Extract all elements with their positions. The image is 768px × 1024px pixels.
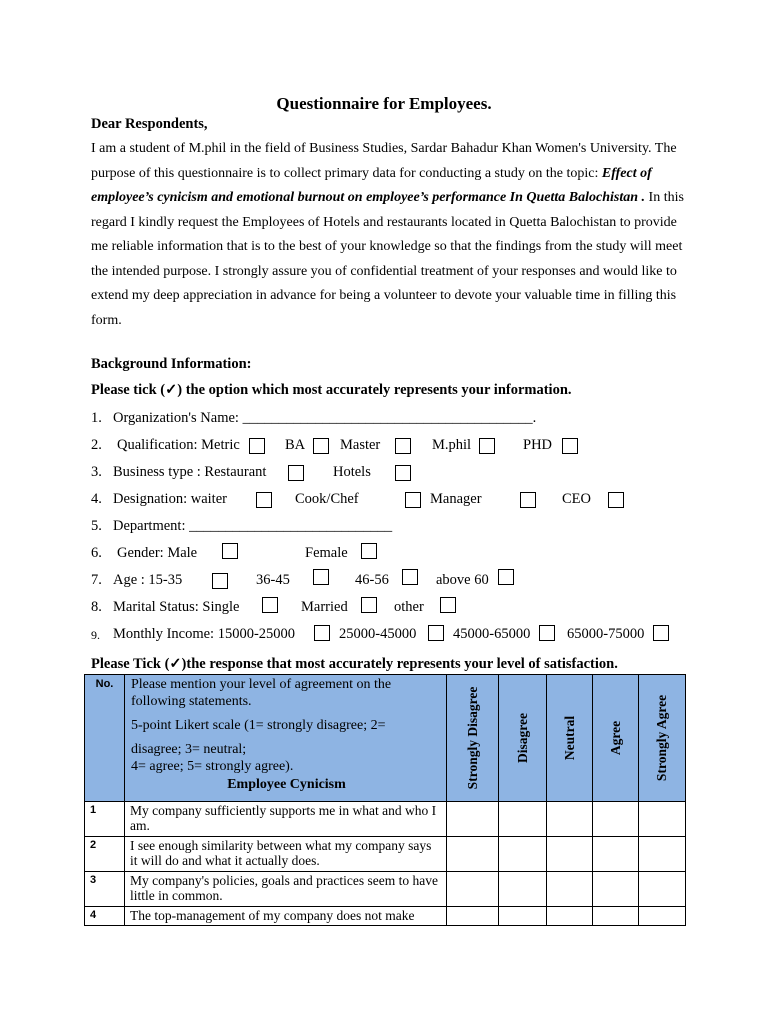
option-master: Master: [340, 437, 381, 453]
response-cell[interactable]: [547, 802, 593, 837]
option-income-25000-45000: 25000-45000: [339, 626, 417, 642]
checkbox-phd[interactable]: [562, 438, 578, 454]
section-employee-cynicism: Employee Cynicism: [227, 777, 346, 792]
response-cell[interactable]: [639, 907, 686, 926]
intro-part1: I am a student of M.phil in the field of Business Studies, Sardar Bahadur Khan Women's University. The purpose of this questionnaire is to collect primary data for conducting a study on the topic:: [91, 141, 677, 181]
checkbox-ceo[interactable]: [608, 492, 624, 508]
checkbox-income-15000-25000[interactable]: [314, 625, 330, 641]
checkbox-male[interactable]: [222, 543, 238, 559]
checkbox-master[interactable]: [395, 438, 411, 454]
intro-paragraph: [91, 137, 689, 333]
response-cell[interactable]: [499, 802, 547, 837]
checkbox-income-25000-45000[interactable]: [428, 625, 444, 641]
column-header-statement: [125, 675, 447, 802]
intro-part2: In this regard I kindly request the Employees of Hotels and restaurants located in Quetta Balochistan to provide me reliable information that is to the best of your knowledge so that the findings from the study will meet the intended purpose. I strongly assure you of confidential treatment of your responses and would like to extend my deep appreciation in advance for being a volunteer to devote your valuable time in filling this form.: [91, 190, 684, 328]
table-row: [85, 907, 686, 926]
column-header-agree: [593, 675, 639, 802]
q7-number: 7.: [91, 572, 102, 588]
option-hotels: Hotels: [333, 464, 371, 480]
gender-label: Gender: Male: [117, 545, 198, 561]
table-row: [85, 872, 686, 907]
q1-number: 1.: [91, 410, 102, 426]
scale-label: Strongly Agree: [654, 694, 669, 782]
response-cell[interactable]: [447, 837, 499, 872]
checkbox-female[interactable]: [361, 543, 377, 559]
checkbox-other[interactable]: [440, 597, 456, 613]
scale-label: Neutral: [561, 715, 577, 761]
response-cell[interactable]: [547, 872, 593, 907]
checkbox-waiter[interactable]: [256, 492, 272, 508]
monthly-income-label: Monthly Income: 15000-25000: [113, 626, 296, 642]
checkbox-hotels[interactable]: [395, 465, 411, 481]
column-header-no: No.: [85, 675, 125, 802]
response-cell[interactable]: [639, 837, 686, 872]
option-phd: PHD: [523, 437, 553, 453]
header-scale-cont: disagree; 3= neutral;: [131, 742, 247, 757]
response-cell[interactable]: [593, 802, 639, 837]
checkbox-mphil[interactable]: [479, 438, 495, 454]
checkbox-ba[interactable]: [313, 438, 329, 454]
response-cell[interactable]: [499, 907, 547, 926]
checkbox-age-46-56[interactable]: [402, 569, 418, 585]
q2-number: 2.: [91, 437, 102, 453]
checkbox-manager[interactable]: [520, 492, 536, 508]
scale-label: Agree: [607, 720, 623, 756]
business-type-label: Business type : Restaurant: [113, 464, 267, 480]
greeting: Dear Respondents,: [91, 116, 208, 132]
option-cook-chef: Cook/Chef: [295, 491, 359, 507]
checkbox-restaurant[interactable]: [288, 465, 304, 481]
header-scale: 5-point Likert scale (1= strongly disagree; 2=: [131, 718, 386, 733]
department-field[interactable]: Department: ____________________________: [113, 518, 393, 534]
response-cell[interactable]: [447, 872, 499, 907]
response-cell[interactable]: [593, 837, 639, 872]
checkbox-age-15-35[interactable]: [212, 573, 228, 589]
checkbox-married[interactable]: [361, 597, 377, 613]
header-instruction: Please mention your level of agreement on the following statements.: [131, 677, 392, 709]
column-header-neutral: [547, 675, 593, 802]
row-statement: The top-management of my company does not make: [125, 907, 447, 926]
response-cell[interactable]: [639, 872, 686, 907]
column-header-strongly-disagree: [447, 675, 499, 802]
q5-number: 5.: [91, 518, 102, 534]
checkbox-single[interactable]: [262, 597, 278, 613]
q9-number: 9.: [91, 628, 100, 642]
header-scale-end: 4= agree; 5= strongly agree).: [131, 759, 294, 774]
option-ba: BA: [285, 437, 306, 453]
satisfaction-instruction: Please Tick (✓)the response that most accurately represents your level of satisfaction.: [91, 656, 618, 672]
response-cell[interactable]: [547, 907, 593, 926]
background-heading: Background Information:: [91, 356, 252, 372]
designation-label: Designation: waiter: [113, 491, 227, 507]
option-age-36-45: 36-45: [256, 572, 290, 588]
scale-label: Strongly Disagree: [464, 686, 480, 790]
q3-number: 3.: [91, 464, 102, 480]
organization-name-field[interactable]: Organization's Name: ________________________________________.: [113, 410, 537, 426]
qualification-label: Qualification: Metric: [117, 437, 240, 453]
response-cell[interactable]: [639, 802, 686, 837]
checkbox-income-65000-75000[interactable]: [653, 625, 669, 641]
row-number: 4: [85, 907, 125, 926]
checkbox-age-above-60[interactable]: [498, 569, 514, 585]
column-header-strongly-agree: [639, 675, 686, 802]
option-age-46-56: 46-56: [355, 572, 389, 588]
row-statement: My company's policies, goals and practices seem to have little in common.: [125, 872, 447, 907]
checkbox-metric[interactable]: [249, 438, 265, 454]
response-cell[interactable]: [499, 872, 547, 907]
option-married: Married: [301, 599, 348, 615]
study-topic: Effect of employee’s cynicism and emotional burnout on employee’s performance In Quetta Balochistan .: [91, 165, 652, 205]
likert-table: [84, 674, 686, 926]
checkbox-age-36-45[interactable]: [313, 569, 329, 585]
marital-status-label: Marital Status: Single: [113, 599, 240, 615]
response-cell[interactable]: [547, 837, 593, 872]
response-cell[interactable]: [499, 837, 547, 872]
option-ceo: CEO: [562, 491, 591, 507]
option-age-above-60: above 60: [436, 572, 489, 588]
table-row: [85, 802, 686, 837]
table-row: [85, 837, 686, 872]
q4-number: 4.: [91, 491, 102, 507]
q8-number: 8.: [91, 599, 102, 615]
column-header-disagree: [499, 675, 547, 802]
row-number: 3: [85, 872, 125, 907]
scale-label: Disagree: [514, 713, 530, 763]
row-statement: My company sufficiently supports me in what and who I am.: [125, 802, 447, 837]
response-cell[interactable]: [447, 802, 499, 837]
background-instruction: Please tick (✓) the option which most accurately represents your information.: [91, 382, 572, 398]
option-female: Female: [305, 545, 348, 561]
response-cell[interactable]: [447, 907, 499, 926]
option-mphil: M.phil: [432, 437, 472, 453]
row-number: 2: [85, 837, 125, 872]
response-cell[interactable]: [593, 872, 639, 907]
option-other: other: [394, 599, 424, 615]
row-number: 1: [85, 802, 125, 837]
option-manager: Manager: [430, 491, 482, 507]
response-cell[interactable]: [593, 907, 639, 926]
option-income-65000-75000: 65000-75000: [567, 626, 645, 642]
page-title: Questionnaire for Employees.: [276, 94, 492, 113]
age-label: Age : 15-35: [113, 572, 183, 588]
row-statement: I see enough similarity between what my company says it will do and what it actually does.: [125, 837, 447, 872]
checkbox-income-45000-65000[interactable]: [539, 625, 555, 641]
q6-number: 6.: [91, 545, 102, 561]
option-income-45000-65000: 45000-65000: [453, 626, 531, 642]
checkbox-cook-chef[interactable]: [405, 492, 421, 508]
